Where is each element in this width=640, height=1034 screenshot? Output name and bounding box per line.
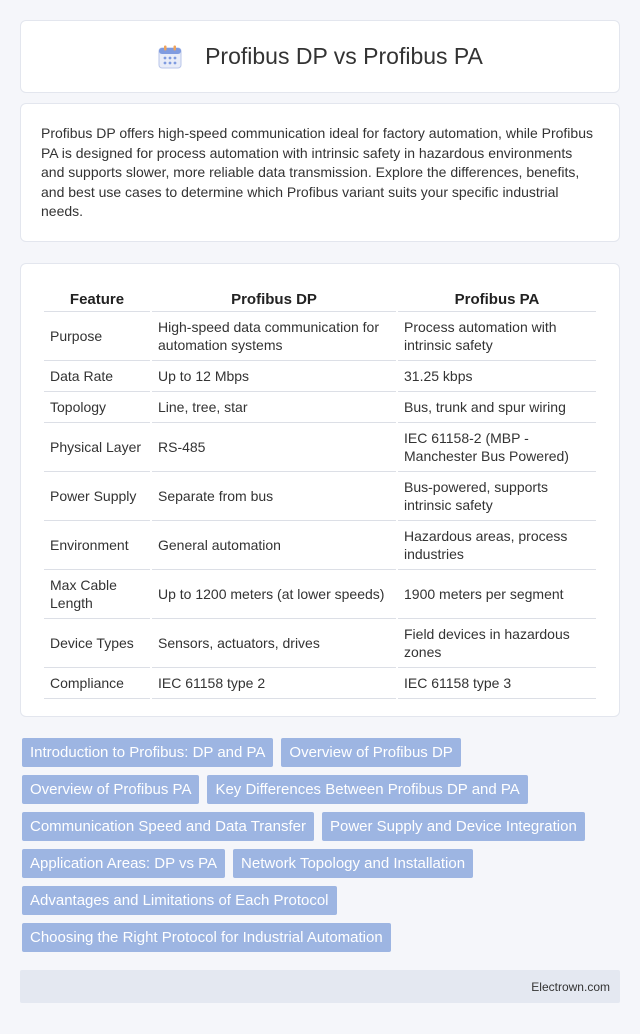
cell-dp: Line, tree, star — [152, 392, 396, 423]
topic-link-application-areas[interactable]: Application Areas: DP vs PA — [22, 849, 225, 878]
cell-dp: IEC 61158 type 2 — [152, 668, 396, 699]
cell-feature: Device Types — [44, 619, 150, 668]
comparison-table-card — [20, 263, 620, 717]
table-row — [44, 423, 596, 472]
footer-site-name[interactable]: Electrown.com — [531, 979, 610, 994]
page-title: Profibus DP vs Profibus PA — [205, 43, 483, 69]
table-row — [44, 619, 596, 668]
cell-feature: Physical Layer — [44, 423, 150, 472]
cell-feature: Max Cable Length — [44, 570, 150, 619]
cell-dp: RS-485 — [152, 423, 396, 472]
topic-link-advantages[interactable]: Advantages and Limitations of Each Protocol — [22, 886, 337, 915]
cell-pa: Hazardous areas, process industries — [398, 521, 596, 570]
topic-link-network-topology[interactable]: Network Topology and Installation — [233, 849, 473, 878]
topic-row — [22, 775, 622, 804]
cell-pa: 1900 meters per segment — [398, 570, 596, 619]
topic-row — [22, 923, 622, 952]
topic-link-overview-dp[interactable]: Overview of Profibus DP — [281, 738, 460, 767]
table-row — [44, 472, 596, 521]
cell-pa: Bus, trunk and spur wiring — [398, 392, 596, 423]
cell-feature: Power Supply — [44, 472, 150, 521]
cell-feature: Topology — [44, 392, 150, 423]
table-row — [44, 312, 596, 361]
table-row — [44, 361, 596, 392]
intro-card — [20, 103, 620, 242]
header-feature: Feature — [44, 284, 150, 312]
cell-feature: Compliance — [44, 668, 150, 699]
cell-pa: Bus-powered, supports intrinsic safety — [398, 472, 596, 521]
cell-dp: Separate from bus — [152, 472, 396, 521]
topic-link-key-differences[interactable]: Key Differences Between Profibus DP and PA — [207, 775, 527, 804]
cell-dp: Up to 12 Mbps — [152, 361, 396, 392]
topic-link-communication-speed[interactable]: Communication Speed and Data Transfer — [22, 812, 314, 841]
cell-dp: General automation — [152, 521, 396, 570]
cell-pa: IEC 61158-2 (MBP - Manchester Bus Powered) — [398, 423, 596, 472]
table-row — [44, 570, 596, 619]
cell-dp: Sensors, actuators, drives — [152, 619, 396, 668]
topic-row — [22, 738, 622, 767]
topic-links — [22, 738, 622, 960]
table-row — [44, 668, 596, 699]
table-row — [44, 392, 596, 423]
cell-feature: Purpose — [44, 312, 150, 361]
intro-text: Profibus DP offers high-speed communication ideal for factory automation, while Profibus PA is designed for process automation with intrinsic safety in hazardous environments and supports slower, more reliable data transmission. Explore the differences, benefits, and best use cases to determine which Profibus variant suits your specific industrial needs. — [41, 125, 593, 219]
cell-dp: High-speed data communication for automation systems — [152, 312, 396, 361]
cell-feature: Environment — [44, 521, 150, 570]
topic-link-choosing-protocol[interactable]: Choosing the Right Protocol for Industrial Automation — [22, 923, 391, 952]
footer — [20, 970, 620, 1003]
table-header-row — [44, 284, 596, 312]
cell-pa: IEC 61158 type 3 — [398, 668, 596, 699]
cell-pa: 31.25 kbps — [398, 361, 596, 392]
topic-link-introduction[interactable]: Introduction to Profibus: DP and PA — [22, 738, 273, 767]
topic-link-overview-pa[interactable]: Overview of Profibus PA — [22, 775, 199, 804]
cell-dp: Up to 1200 meters (at lower speeds) — [152, 570, 396, 619]
topic-link-power-supply[interactable]: Power Supply and Device Integration — [322, 812, 585, 841]
topic-row — [22, 812, 622, 841]
header-profibus-dp: Profibus DP — [152, 284, 396, 312]
header-profibus-pa: Profibus PA — [398, 284, 596, 312]
comparison-table — [42, 284, 598, 699]
title-card — [20, 20, 620, 93]
topic-row — [22, 849, 622, 878]
cell-pa: Process automation with intrinsic safety — [398, 312, 596, 361]
table-row — [44, 521, 596, 570]
calendar-icon — [157, 44, 183, 70]
cell-feature: Data Rate — [44, 361, 150, 392]
cell-pa: Field devices in hazardous zones — [398, 619, 596, 668]
topic-row — [22, 886, 622, 915]
